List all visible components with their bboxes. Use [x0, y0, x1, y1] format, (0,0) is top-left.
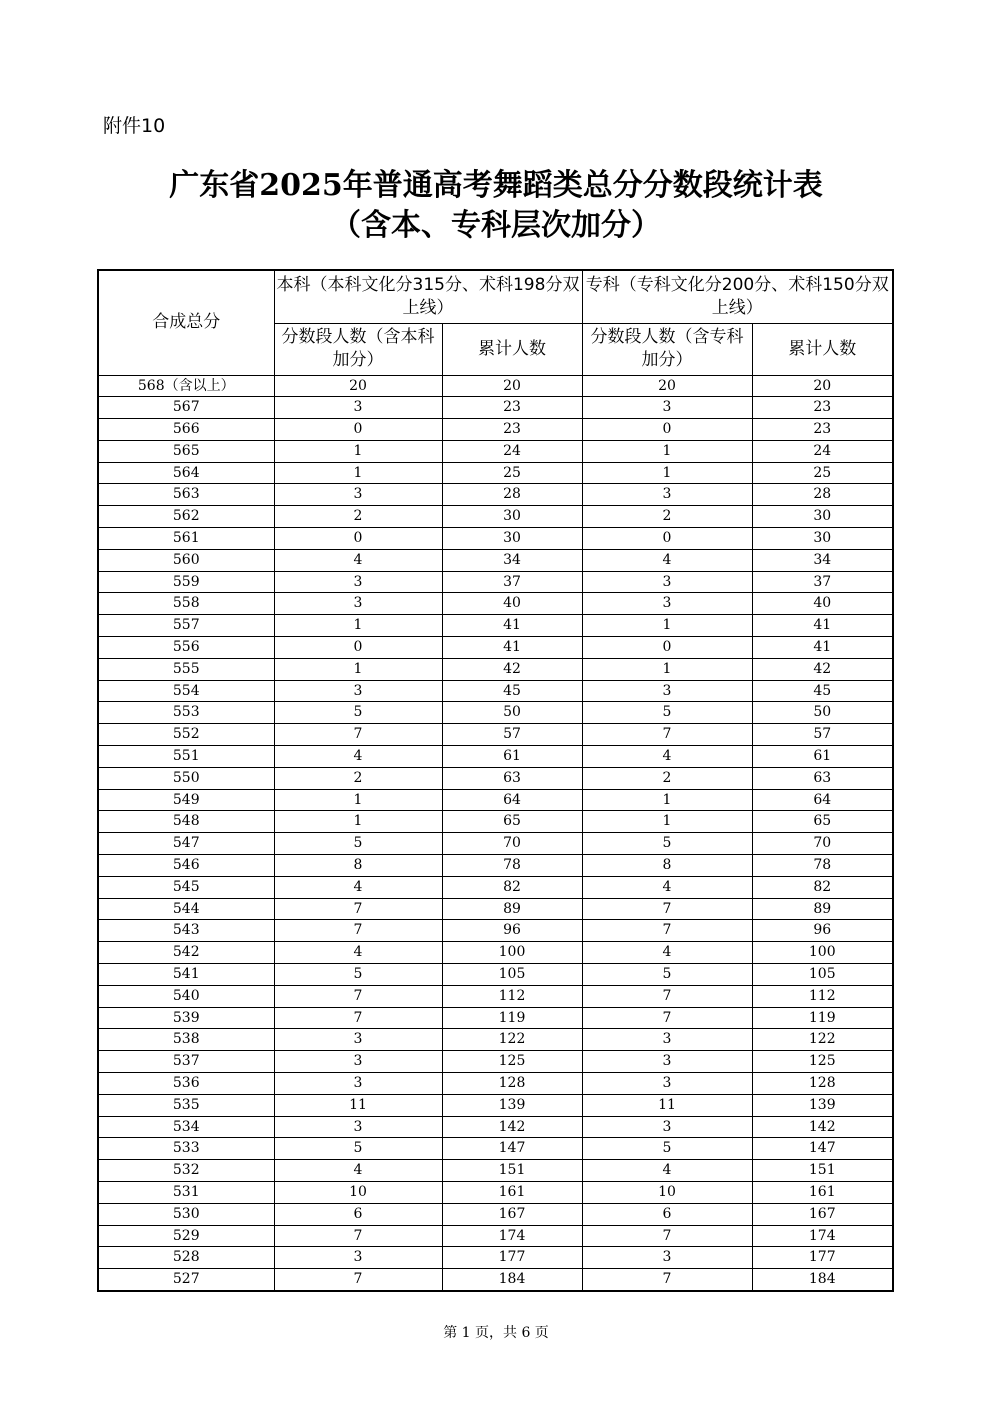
score-cell: 567: [98, 397, 274, 419]
associate-count-cell: 1: [582, 462, 752, 484]
associate-cumulative-cell: 139: [752, 1094, 893, 1116]
associate-group-header: 专科（专科文化分200分、术科150分双上线）: [582, 270, 893, 323]
table-row: [98, 811, 893, 833]
table-row: [98, 1029, 893, 1051]
bachelor-count-cell: 0: [274, 528, 442, 550]
page-subtitle: （含本、专科层次加分）: [331, 208, 661, 243]
table-row: [98, 658, 893, 680]
associate-cumulative-cell: 105: [752, 964, 893, 986]
associate-cumulative-cell: 30: [752, 506, 893, 528]
associate-count-cell: 2: [582, 767, 752, 789]
score-cell: 554: [98, 680, 274, 702]
bachelor-cumulative-cell: 122: [442, 1029, 582, 1051]
associate-cumulative-cell: 24: [752, 440, 893, 462]
score-cell: 553: [98, 702, 274, 724]
associate-cumulative-cell: 57: [752, 724, 893, 746]
associate-count-cell: 3: [582, 1116, 752, 1138]
table-row: [98, 397, 893, 419]
table-row: [98, 637, 893, 659]
bachelor-cumulative-cell: 112: [442, 985, 582, 1007]
bachelor-cumulative-cell: 105: [442, 964, 582, 986]
bachelor-count-cell: 8: [274, 855, 442, 877]
bachelor-cumulative-cell: 78: [442, 855, 582, 877]
associate-cumulative-cell: 65: [752, 811, 893, 833]
bachelor-cumulative-cell: 41: [442, 615, 582, 637]
associate-cumulative-cell: 28: [752, 484, 893, 506]
associate-count-cell: 3: [582, 680, 752, 702]
bachelor-count-cell: 1: [274, 789, 442, 811]
bachelor-cumulative-cell: 63: [442, 767, 582, 789]
associate-count-cell: 7: [582, 1225, 752, 1247]
bachelor-cumulative-cell: 23: [442, 397, 582, 419]
table-row: [98, 1116, 893, 1138]
table-row: [98, 920, 893, 942]
bachelor-count-cell: 1: [274, 811, 442, 833]
score-cell: 535: [98, 1094, 274, 1116]
associate-count-cell: 10: [582, 1181, 752, 1203]
associate-cumulative-cell: 70: [752, 833, 893, 855]
associate-cumulative-cell: 82: [752, 876, 893, 898]
bachelor-count-cell: 7: [274, 724, 442, 746]
bachelor-count-cell: 0: [274, 419, 442, 441]
associate-cumulative-header: 累计人数: [752, 323, 893, 375]
table-row: [98, 876, 893, 898]
bachelor-cumulative-cell: 30: [442, 528, 582, 550]
bachelor-count-cell: 7: [274, 898, 442, 920]
bachelor-cumulative-cell: 57: [442, 724, 582, 746]
associate-cumulative-cell: 20: [752, 375, 893, 397]
table-body: [98, 375, 893, 1291]
associate-cumulative-cell: 63: [752, 767, 893, 789]
table-row: [98, 1094, 893, 1116]
bachelor-count-cell: 4: [274, 942, 442, 964]
associate-count-cell: 7: [582, 898, 752, 920]
bachelor-count-cell: 7: [274, 1269, 442, 1291]
associate-cumulative-cell: 142: [752, 1116, 893, 1138]
bachelor-count-cell: 3: [274, 397, 442, 419]
bachelor-cumulative-cell: 167: [442, 1203, 582, 1225]
bachelor-count-cell: 1: [274, 658, 442, 680]
score-cell: 558: [98, 593, 274, 615]
associate-cumulative-cell: 42: [752, 658, 893, 680]
table-row: [98, 1269, 893, 1291]
associate-count-cell: 7: [582, 724, 752, 746]
bachelor-count-cell: 5: [274, 1138, 442, 1160]
bachelor-cumulative-cell: 184: [442, 1269, 582, 1291]
bachelor-cumulative-cell: 119: [442, 1007, 582, 1029]
associate-count-cell: 0: [582, 528, 752, 550]
bachelor-count-cell: 3: [274, 484, 442, 506]
bachelor-count-cell: 2: [274, 506, 442, 528]
bachelor-cumulative-cell: 50: [442, 702, 582, 724]
bachelor-count-cell: 3: [274, 1029, 442, 1051]
bachelor-count-cell: 3: [274, 593, 442, 615]
associate-count-cell: 0: [582, 637, 752, 659]
associate-cumulative-cell: 78: [752, 855, 893, 877]
associate-count-cell: 3: [582, 397, 752, 419]
score-cell: 564: [98, 462, 274, 484]
associate-cumulative-cell: 37: [752, 571, 893, 593]
table-row: [98, 1073, 893, 1095]
bachelor-cumulative-cell: 100: [442, 942, 582, 964]
associate-cumulative-cell: 23: [752, 397, 893, 419]
associate-count-cell: 4: [582, 942, 752, 964]
bachelor-cumulative-cell: 30: [442, 506, 582, 528]
associate-count-cell: 7: [582, 920, 752, 942]
table-row: [98, 789, 893, 811]
bachelor-cumulative-cell: 23: [442, 419, 582, 441]
associate-count-cell: 4: [582, 549, 752, 571]
score-cell: 540: [98, 985, 274, 1007]
score-cell: 528: [98, 1247, 274, 1269]
table-row: [98, 1247, 893, 1269]
bachelor-cumulative-cell: 40: [442, 593, 582, 615]
table-row: [98, 985, 893, 1007]
associate-count-cell: 7: [582, 1269, 752, 1291]
score-cell: 527: [98, 1269, 274, 1291]
score-cell: 538: [98, 1029, 274, 1051]
score-cell: 536: [98, 1073, 274, 1095]
bachelor-cumulative-cell: 42: [442, 658, 582, 680]
score-cell: 566: [98, 419, 274, 441]
score-cell: 548: [98, 811, 274, 833]
score-cell: 557: [98, 615, 274, 637]
score-cell: 562: [98, 506, 274, 528]
associate-cumulative-cell: 177: [752, 1247, 893, 1269]
bachelor-cumulative-cell: 28: [442, 484, 582, 506]
bachelor-count-cell: 4: [274, 746, 442, 768]
bachelor-cumulative-cell: 61: [442, 746, 582, 768]
associate-count-cell: 5: [582, 702, 752, 724]
bachelor-count-cell: 3: [274, 1247, 442, 1269]
score-cell: 563: [98, 484, 274, 506]
bachelor-cumulative-header: 累计人数: [442, 323, 582, 375]
associate-cumulative-cell: 64: [752, 789, 893, 811]
table-row: [98, 1138, 893, 1160]
associate-cumulative-cell: 112: [752, 985, 893, 1007]
bachelor-cumulative-cell: 96: [442, 920, 582, 942]
bachelor-group-header: 本科（本科文化分315分、术科198分双上线）: [274, 270, 582, 323]
associate-cumulative-cell: 25: [752, 462, 893, 484]
bachelor-count-cell: 4: [274, 1160, 442, 1182]
score-cell: 543: [98, 920, 274, 942]
bachelor-count-cell: 10: [274, 1181, 442, 1203]
bachelor-count-cell: 7: [274, 985, 442, 1007]
score-cell: 531: [98, 1181, 274, 1203]
associate-count-header: 分数段人数（含专科加分）: [582, 323, 752, 375]
score-cell: 542: [98, 942, 274, 964]
associate-count-cell: 1: [582, 811, 752, 833]
table-row: [98, 440, 893, 462]
score-cell: 549: [98, 789, 274, 811]
bachelor-cumulative-cell: 147: [442, 1138, 582, 1160]
bachelor-count-cell: 1: [274, 440, 442, 462]
score-cell: 545: [98, 876, 274, 898]
table-row: [98, 680, 893, 702]
associate-count-cell: 4: [582, 1160, 752, 1182]
bachelor-count-cell: 3: [274, 1051, 442, 1073]
score-cell: 547: [98, 833, 274, 855]
table-row: [98, 898, 893, 920]
bachelor-count-header: 分数段人数（含本科加分）: [274, 323, 442, 375]
bachelor-cumulative-cell: 128: [442, 1073, 582, 1095]
bachelor-cumulative-cell: 24: [442, 440, 582, 462]
bachelor-count-cell: 20: [274, 375, 442, 397]
bachelor-count-cell: 2: [274, 767, 442, 789]
score-cell: 561: [98, 528, 274, 550]
bachelor-count-cell: 3: [274, 1116, 442, 1138]
bachelor-count-cell: 5: [274, 702, 442, 724]
associate-cumulative-cell: 174: [752, 1225, 893, 1247]
score-cell: 534: [98, 1116, 274, 1138]
associate-cumulative-cell: 161: [752, 1181, 893, 1203]
bachelor-cumulative-cell: 174: [442, 1225, 582, 1247]
bachelor-count-cell: 4: [274, 876, 442, 898]
associate-count-cell: 11: [582, 1094, 752, 1116]
bachelor-cumulative-cell: 142: [442, 1116, 582, 1138]
associate-count-cell: 3: [582, 593, 752, 615]
bachelor-count-cell: 1: [274, 462, 442, 484]
associate-cumulative-cell: 128: [752, 1073, 893, 1095]
associate-cumulative-cell: 50: [752, 702, 893, 724]
associate-cumulative-cell: 167: [752, 1203, 893, 1225]
associate-count-cell: 3: [582, 1073, 752, 1095]
table-row: [98, 419, 893, 441]
bachelor-cumulative-cell: 161: [442, 1181, 582, 1203]
associate-count-cell: 4: [582, 746, 752, 768]
bachelor-count-cell: 3: [274, 571, 442, 593]
associate-count-cell: 5: [582, 1138, 752, 1160]
table-row: [98, 484, 893, 506]
attachment-label: 附件10: [103, 115, 166, 137]
table-row: [98, 462, 893, 484]
score-cell: 568（含以上）: [98, 375, 274, 397]
associate-cumulative-cell: 151: [752, 1160, 893, 1182]
score-distribution-table: [97, 269, 894, 1292]
associate-cumulative-cell: 147: [752, 1138, 893, 1160]
bachelor-count-cell: 4: [274, 549, 442, 571]
table-row: [98, 375, 893, 397]
associate-count-cell: 0: [582, 419, 752, 441]
bachelor-cumulative-cell: 82: [442, 876, 582, 898]
table-row: [98, 1181, 893, 1203]
score-cell: 532: [98, 1160, 274, 1182]
table-row: [98, 571, 893, 593]
associate-cumulative-cell: 119: [752, 1007, 893, 1029]
associate-count-cell: 6: [582, 1203, 752, 1225]
table-row: [98, 1160, 893, 1182]
score-column-header: 合成总分: [98, 270, 274, 375]
bachelor-cumulative-cell: 65: [442, 811, 582, 833]
associate-count-cell: 3: [582, 1051, 752, 1073]
associate-count-cell: 20: [582, 375, 752, 397]
score-cell: 550: [98, 767, 274, 789]
bachelor-cumulative-cell: 25: [442, 462, 582, 484]
associate-cumulative-cell: 34: [752, 549, 893, 571]
associate-count-cell: 3: [582, 1247, 752, 1269]
bachelor-cumulative-cell: 139: [442, 1094, 582, 1116]
associate-count-cell: 1: [582, 658, 752, 680]
table-row: [98, 528, 893, 550]
associate-cumulative-cell: 41: [752, 637, 893, 659]
associate-count-cell: 3: [582, 571, 752, 593]
associate-cumulative-cell: 96: [752, 920, 893, 942]
associate-count-cell: 4: [582, 876, 752, 898]
bachelor-cumulative-cell: 37: [442, 571, 582, 593]
bachelor-count-cell: 3: [274, 680, 442, 702]
score-cell: 530: [98, 1203, 274, 1225]
associate-count-cell: 7: [582, 1007, 752, 1029]
table-row: [98, 1051, 893, 1073]
score-cell: 546: [98, 855, 274, 877]
table-row: [98, 615, 893, 637]
associate-cumulative-cell: 89: [752, 898, 893, 920]
associate-count-cell: 5: [582, 964, 752, 986]
page-footer: 第 1 页，共 6 页: [443, 1325, 549, 1341]
score-cell: 559: [98, 571, 274, 593]
bachelor-cumulative-cell: 34: [442, 549, 582, 571]
score-cell: 533: [98, 1138, 274, 1160]
associate-cumulative-cell: 40: [752, 593, 893, 615]
table-row: [98, 702, 893, 724]
associate-count-cell: 1: [582, 615, 752, 637]
score-cell: 541: [98, 964, 274, 986]
bachelor-count-cell: 5: [274, 964, 442, 986]
table-row: [98, 942, 893, 964]
bachelor-count-cell: 7: [274, 1007, 442, 1029]
bachelor-cumulative-cell: 45: [442, 680, 582, 702]
table-row: [98, 855, 893, 877]
associate-cumulative-cell: 30: [752, 528, 893, 550]
table-row: [98, 593, 893, 615]
table-row: [98, 746, 893, 768]
associate-count-cell: 8: [582, 855, 752, 877]
associate-count-cell: 1: [582, 440, 752, 462]
associate-cumulative-cell: 122: [752, 1029, 893, 1051]
score-cell: 560: [98, 549, 274, 571]
associate-count-cell: 5: [582, 833, 752, 855]
table-row: [98, 1203, 893, 1225]
associate-cumulative-cell: 41: [752, 615, 893, 637]
bachelor-cumulative-cell: 41: [442, 637, 582, 659]
bachelor-cumulative-cell: 89: [442, 898, 582, 920]
bachelor-count-cell: 3: [274, 1073, 442, 1095]
bachelor-cumulative-cell: 70: [442, 833, 582, 855]
bachelor-count-cell: 1: [274, 615, 442, 637]
score-cell: 544: [98, 898, 274, 920]
associate-cumulative-cell: 23: [752, 419, 893, 441]
bachelor-count-cell: 5: [274, 833, 442, 855]
bachelor-count-cell: 6: [274, 1203, 442, 1225]
score-cell: 556: [98, 637, 274, 659]
bachelor-count-cell: 11: [274, 1094, 442, 1116]
score-cell: 529: [98, 1225, 274, 1247]
bachelor-cumulative-cell: 20: [442, 375, 582, 397]
score-cell: 539: [98, 1007, 274, 1029]
bachelor-cumulative-cell: 64: [442, 789, 582, 811]
table-row: [98, 767, 893, 789]
table-row: [98, 724, 893, 746]
table-row: [98, 506, 893, 528]
associate-count-cell: 1: [582, 789, 752, 811]
associate-cumulative-cell: 61: [752, 746, 893, 768]
table-row: [98, 1007, 893, 1029]
associate-cumulative-cell: 45: [752, 680, 893, 702]
score-cell: 551: [98, 746, 274, 768]
score-cell: 552: [98, 724, 274, 746]
bachelor-count-cell: 7: [274, 1225, 442, 1247]
page-title: 广东省2025年普通高考舞蹈类总分分数段统计表: [169, 168, 823, 203]
table-row: [98, 964, 893, 986]
associate-count-cell: 7: [582, 985, 752, 1007]
associate-count-cell: 3: [582, 484, 752, 506]
bachelor-count-cell: 7: [274, 920, 442, 942]
bachelor-cumulative-cell: 125: [442, 1051, 582, 1073]
associate-cumulative-cell: 184: [752, 1269, 893, 1291]
table-row: [98, 1225, 893, 1247]
bachelor-cumulative-cell: 177: [442, 1247, 582, 1269]
score-cell: 565: [98, 440, 274, 462]
associate-cumulative-cell: 100: [752, 942, 893, 964]
associate-count-cell: 3: [582, 1029, 752, 1051]
table-row: [98, 833, 893, 855]
bachelor-count-cell: 0: [274, 637, 442, 659]
table-row: [98, 549, 893, 571]
score-cell: 555: [98, 658, 274, 680]
associate-count-cell: 2: [582, 506, 752, 528]
score-cell: 537: [98, 1051, 274, 1073]
associate-cumulative-cell: 125: [752, 1051, 893, 1073]
bachelor-cumulative-cell: 151: [442, 1160, 582, 1182]
